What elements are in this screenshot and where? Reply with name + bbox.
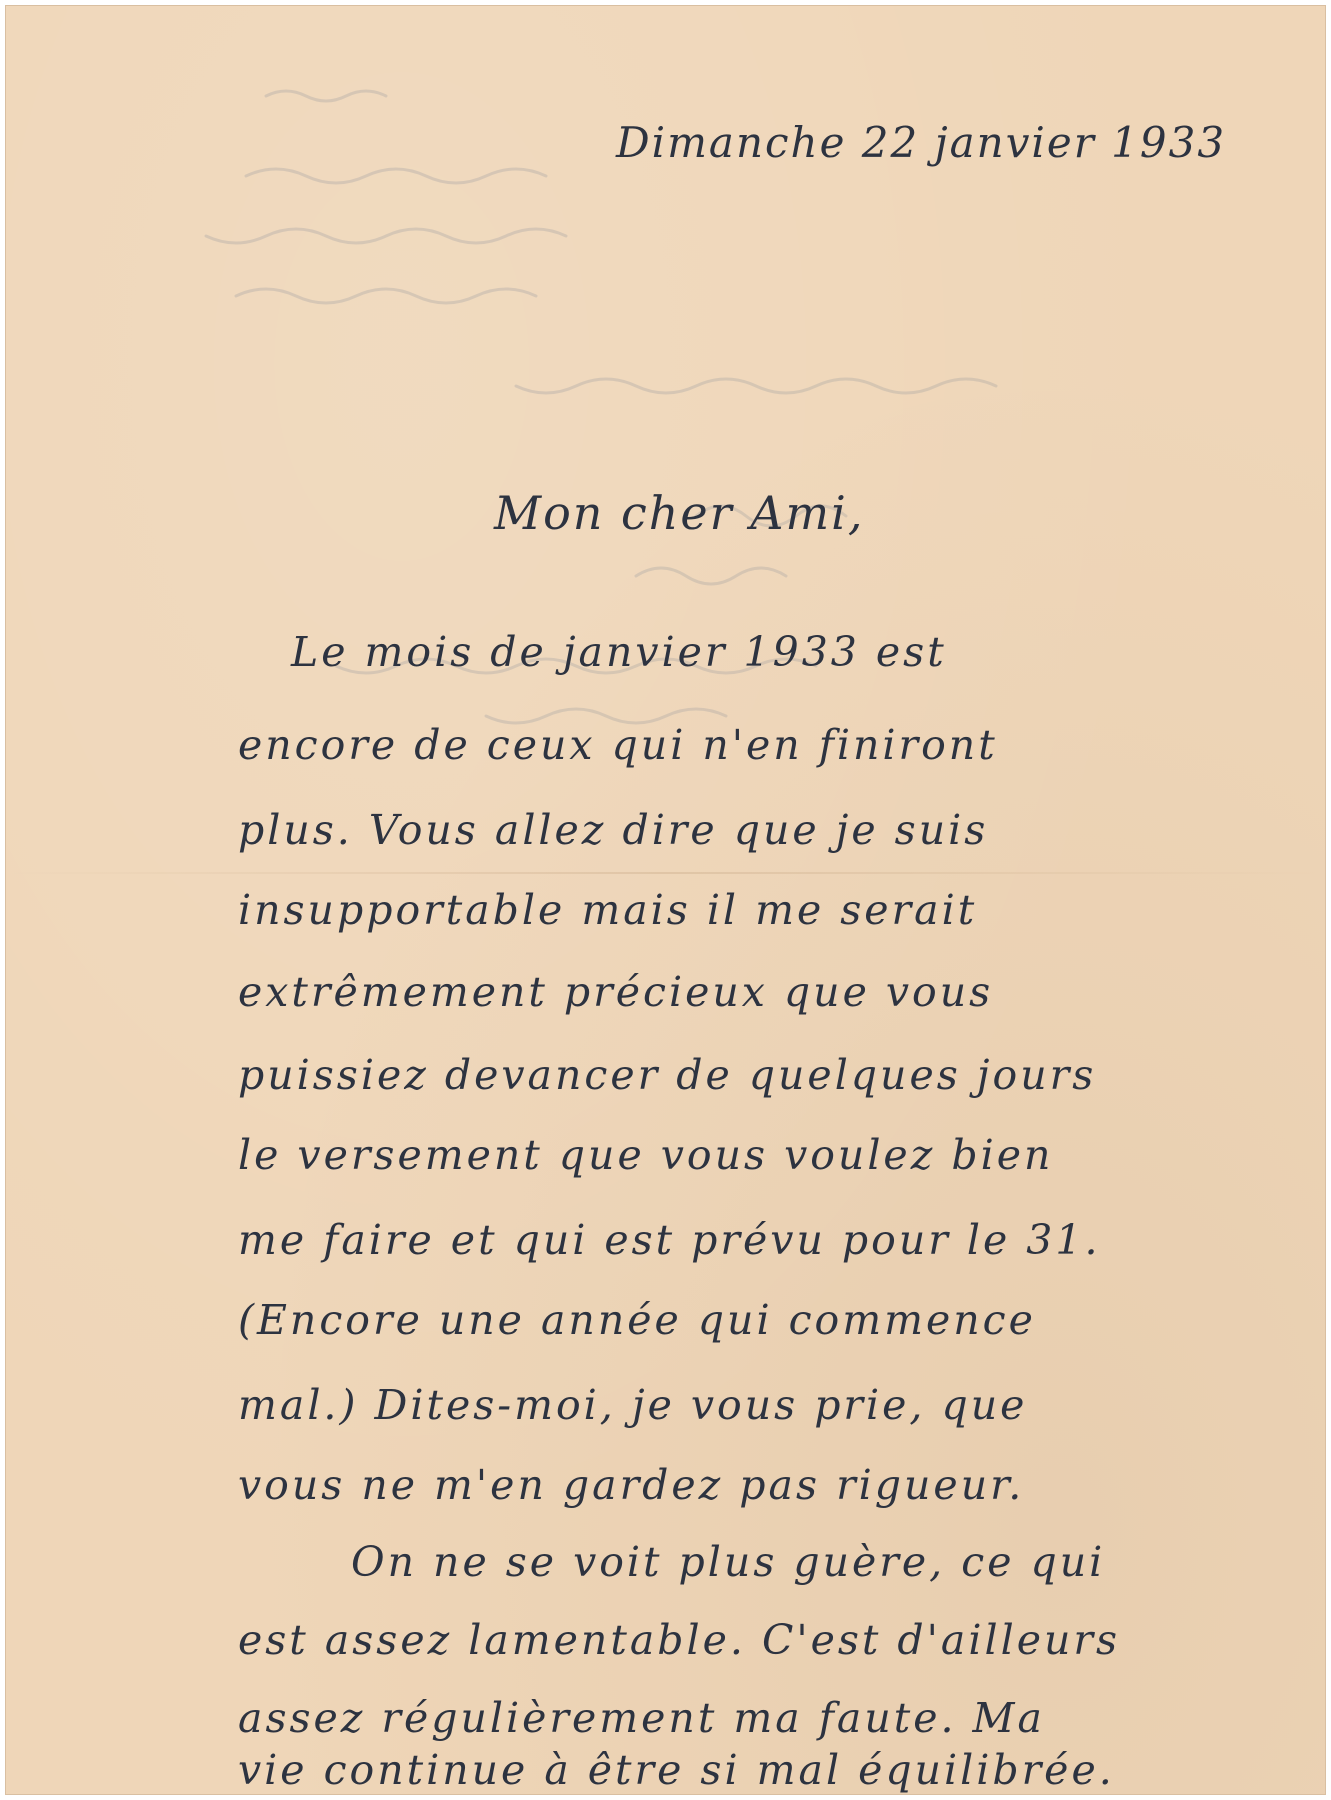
body-line: assez régulièrement ma faute. Ma [238,1694,1045,1742]
body-line: plus. Vous allez dire que je suis [238,806,989,854]
body-line: est assez lamentable. C'est d'ailleurs [238,1616,1121,1664]
body-line: extrêmement précieux que vous [238,968,994,1016]
body-line: Le mois de janvier 1933 est [291,628,947,676]
letter-date: Dimanche 22 janvier 1933 [616,118,1227,167]
body-line: vie continue à être si mal équilibrée. [238,1746,1115,1794]
letter-salutation: Mon cher Ami, [494,486,865,540]
paper-fold [6,872,1325,874]
body-line: mal.) Dites-moi, je vous prie, que [238,1381,1028,1429]
body-line: le versement que vous voulez bien [238,1131,1054,1179]
body-line: puissiez devancer de quelques jours [238,1051,1097,1099]
body-line: insupportable mais il me serait [238,886,978,934]
body-line: vous ne m'en gardez pas rigueur. [238,1461,1025,1509]
body-line: encore de ceux qui n'en finiront [238,721,998,769]
letter-sheet [6,6,1325,1794]
body-line: On ne se voit plus guère, ce qui [351,1538,1106,1586]
body-line: (Encore une année qui commence [238,1296,1036,1344]
body-line: me faire et qui est prévu pour le 31. [238,1216,1101,1264]
ink-show-through [186,66,1146,786]
